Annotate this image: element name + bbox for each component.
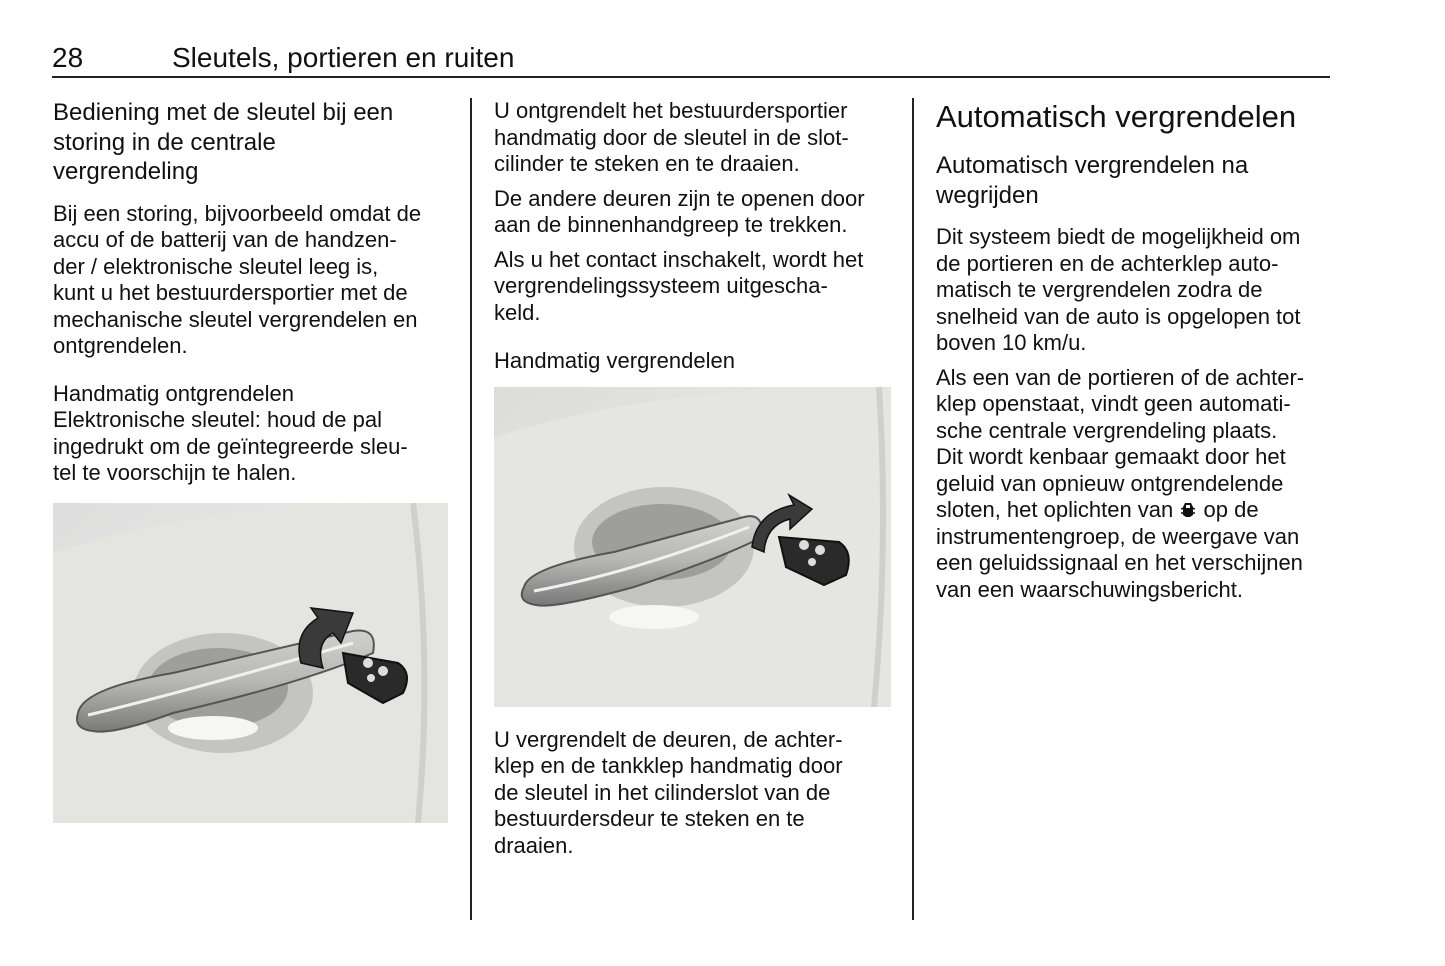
- column-1: [53, 98, 453, 823]
- page-title: Sleutels, portieren en ruiten: [172, 42, 515, 73]
- subheading: Handmatig vergrendelen: [494, 348, 735, 373]
- text-line-with-icon: sloten, het oplichten van op de: [936, 497, 1259, 522]
- paragraph: Elektronische sleutel: houd de pal ingedrukt om de geïntegreerde sleu- tel te voorschijn te halen.: [53, 407, 408, 485]
- column-3: [936, 98, 1336, 603]
- car-door-warning-icon: [1181, 501, 1195, 519]
- page-number: 28: [52, 42, 84, 73]
- door-handle-unlock-illustration: [53, 503, 448, 823]
- section-heading: Automatisch vergrendelen: [936, 99, 1297, 134]
- subheading: Handmatig ontgrendelen: [53, 380, 294, 406]
- section-heading: Bediening met de sleutel bij een storing in de centrale vergrendeling: [53, 99, 394, 185]
- subsection-heading: Automatisch vergrendelen na wegrijden: [936, 152, 1249, 209]
- column-divider: [912, 98, 914, 920]
- paragraph: Dit systeem biedt de mogelijkheid om de portieren en de achterklep auto- matisch te vergrendelen zodra de snelheid van de auto is opgelopen tot boven 10 km/u.: [936, 224, 1301, 355]
- paragraph: De andere deuren zijn te openen door aan de binnenhandgreep te trekken.: [494, 185, 865, 237]
- paragraph: Bij een storing, bijvoorbeeld omdat de accu of de batterij van de handzen- der / elektronische sleutel leeg is, kunt u het bestuurdersportier met de mechanische sleutel vergrendelen en ontgrendelen.: [53, 200, 422, 358]
- paragraph: U vergrendelt de deuren, de achter- klep en de tankklep handmatig door de sleutel in het cilinderslot van de bestuurdersdeur te steken en te draaien.: [494, 726, 843, 858]
- column-divider: [470, 98, 472, 920]
- paragraph: U ontgrendelt het bestuurdersportier handmatig door de sleutel in de slot- cilinder te steken en te draaien.: [494, 98, 849, 176]
- paragraph: Als u het contact inschakelt, wordt het vergrendelingssysteem uitgescha- keld.: [494, 246, 864, 325]
- header-rule: [52, 76, 1330, 78]
- door-handle-lock-illustration: [494, 387, 891, 707]
- column-2: [494, 98, 894, 859]
- paragraph: Als een van de portieren of de achter- klep openstaat, vindt geen automati- sche centrale vergrendeling plaats. Dit wordt kenbaar gemaakt door het geluid van opnieuw ontgrendelende sloten, het oplichten van op de instrumentengroep, de weergave van een geluidssignaal en het verschijnen van een waarschuwingsbericht.: [936, 365, 1336, 604]
